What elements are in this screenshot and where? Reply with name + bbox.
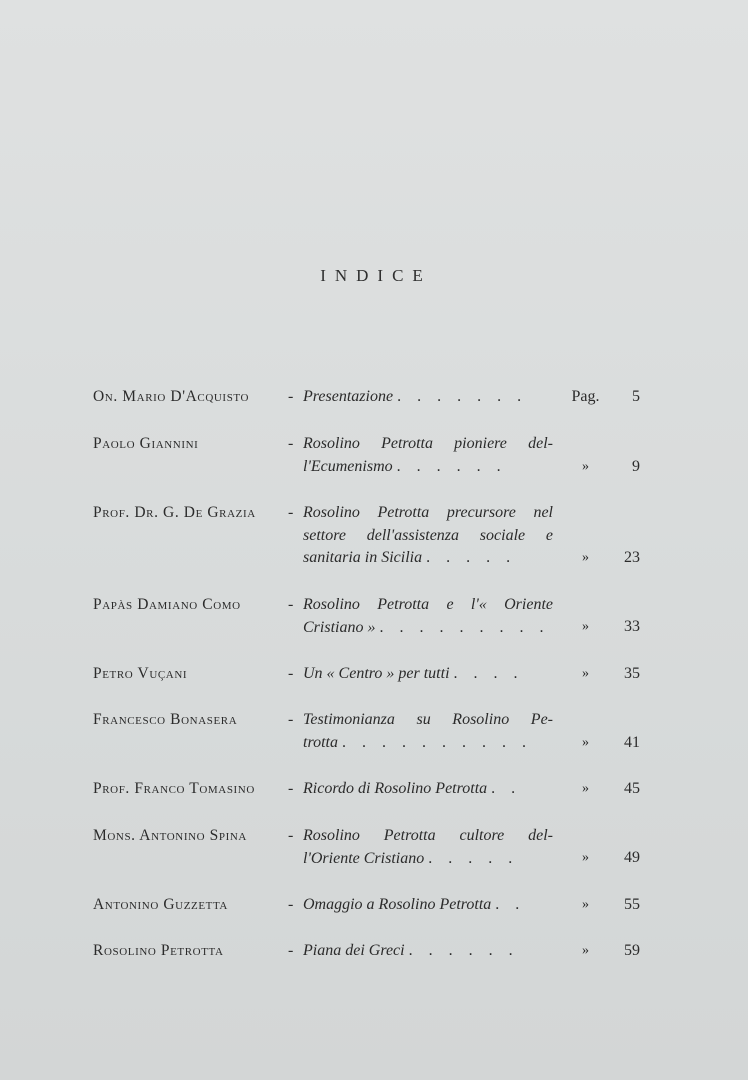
ditto-mark: » bbox=[582, 781, 589, 796]
dot-leader: . . . . . . bbox=[408, 942, 519, 959]
entry-author: Rosolino Petrotta bbox=[93, 942, 224, 959]
dot-leader: . . . . . . . . . bbox=[379, 618, 550, 636]
index-title: INDICE bbox=[320, 266, 432, 285]
page-number: 35 bbox=[624, 665, 640, 682]
page-number: 41 bbox=[624, 734, 640, 751]
entry-title bbox=[303, 778, 553, 801]
entry-author: Francesco Bonasera bbox=[93, 711, 238, 728]
entry-author: Antonino Guzzetta bbox=[93, 896, 228, 913]
page-number: 9 bbox=[632, 458, 640, 475]
entry-dash: - bbox=[288, 388, 294, 405]
entry-author: Prof. Franco Tomasino bbox=[93, 780, 255, 797]
ditto-mark: » bbox=[582, 735, 589, 750]
entry-title-line: l'Ecumenismo bbox=[303, 457, 393, 475]
entry-dash: - bbox=[288, 942, 294, 959]
entry-title-line: trotta bbox=[303, 733, 338, 751]
entry-dash: - bbox=[288, 896, 294, 913]
dot-leader: . . . . bbox=[453, 665, 524, 682]
entry-title-line: Rosolino Petrotta cultore del- bbox=[303, 827, 553, 844]
entry-title bbox=[303, 894, 553, 917]
page-number: 33 bbox=[624, 618, 640, 635]
ditto-mark: » bbox=[582, 897, 589, 912]
dot-leader: . . . . . . bbox=[396, 457, 507, 475]
entry-title-line: Presentazione bbox=[303, 388, 394, 405]
entry-title bbox=[303, 386, 553, 409]
entry-title-line: Piana dei Greci bbox=[303, 942, 405, 959]
entry-title-line: Rosolino Petrotta pioniere del- bbox=[303, 435, 553, 452]
page-number: 45 bbox=[624, 780, 640, 797]
entry-author: Petro Vuçani bbox=[93, 665, 188, 682]
ditto-mark: » bbox=[582, 850, 589, 865]
ditto-mark: » bbox=[582, 459, 589, 474]
entry-title-line: Cristiano » bbox=[303, 618, 376, 636]
entry-title-line: sanitaria in Sicilia bbox=[303, 549, 423, 566]
entry-title bbox=[303, 940, 553, 963]
dot-leader: . . . . . . . . . . bbox=[341, 733, 532, 751]
dot-leader: . . bbox=[491, 780, 522, 797]
ditto-mark: » bbox=[582, 943, 589, 958]
entry-title-line: Testimonianza su Rosolino Pe- bbox=[303, 711, 553, 728]
entry-dash: - bbox=[288, 504, 294, 521]
page-number: 59 bbox=[624, 942, 640, 959]
dot-leader: . . . . . bbox=[428, 849, 519, 867]
entry-dash: - bbox=[288, 780, 294, 797]
ditto-mark: » bbox=[582, 619, 589, 634]
entry-author: Prof. Dr. G. De Grazia bbox=[93, 504, 256, 521]
entry-author: Paolo Giannini bbox=[93, 435, 199, 452]
entry-title-line: Ricordo di Rosolino Petrotta bbox=[303, 780, 488, 797]
entry-title-line: Omaggio a Rosolino Petrotta bbox=[303, 896, 492, 913]
entry-author: Papàs Damiano Como bbox=[93, 596, 241, 613]
page-number: 23 bbox=[624, 549, 640, 566]
ditto-mark: » bbox=[582, 550, 589, 565]
entry-title-line: settore dell'assistenza sociale e bbox=[303, 526, 553, 544]
entry-title bbox=[303, 594, 553, 639]
ditto-mark: » bbox=[582, 666, 589, 681]
dot-leader: . . . . . bbox=[426, 549, 517, 566]
page-number: 5 bbox=[632, 388, 640, 405]
entry-title bbox=[303, 502, 553, 570]
entry-title bbox=[303, 825, 553, 870]
entry-dash: - bbox=[288, 665, 294, 682]
entry-dash: - bbox=[288, 711, 294, 728]
entry-title-line: Rosolino Petrotta e l'« Oriente bbox=[303, 596, 553, 613]
entry-dash: - bbox=[288, 596, 294, 613]
entry-author: On. Mario D'Acquisto bbox=[93, 388, 250, 405]
entry-title bbox=[303, 433, 553, 478]
entry-title bbox=[303, 709, 553, 754]
dot-leader: . . . . . . . bbox=[397, 388, 528, 405]
entry-title-line: Un « Centro » per tutti bbox=[303, 665, 450, 682]
dot-leader: . . bbox=[495, 896, 526, 913]
entry-title bbox=[303, 663, 553, 686]
entry-dash: - bbox=[288, 827, 294, 844]
page-number: 55 bbox=[624, 896, 640, 913]
page-number: 49 bbox=[624, 849, 640, 866]
entry-dash: - bbox=[288, 435, 294, 452]
entry-title-line: l'Oriente Cristiano bbox=[303, 849, 425, 867]
page-prefix: Pag. bbox=[571, 388, 600, 405]
entry-author: Mons. Antonino Spina bbox=[93, 827, 247, 844]
entry-title-line: Rosolino Petrotta precursore nel bbox=[303, 504, 553, 521]
